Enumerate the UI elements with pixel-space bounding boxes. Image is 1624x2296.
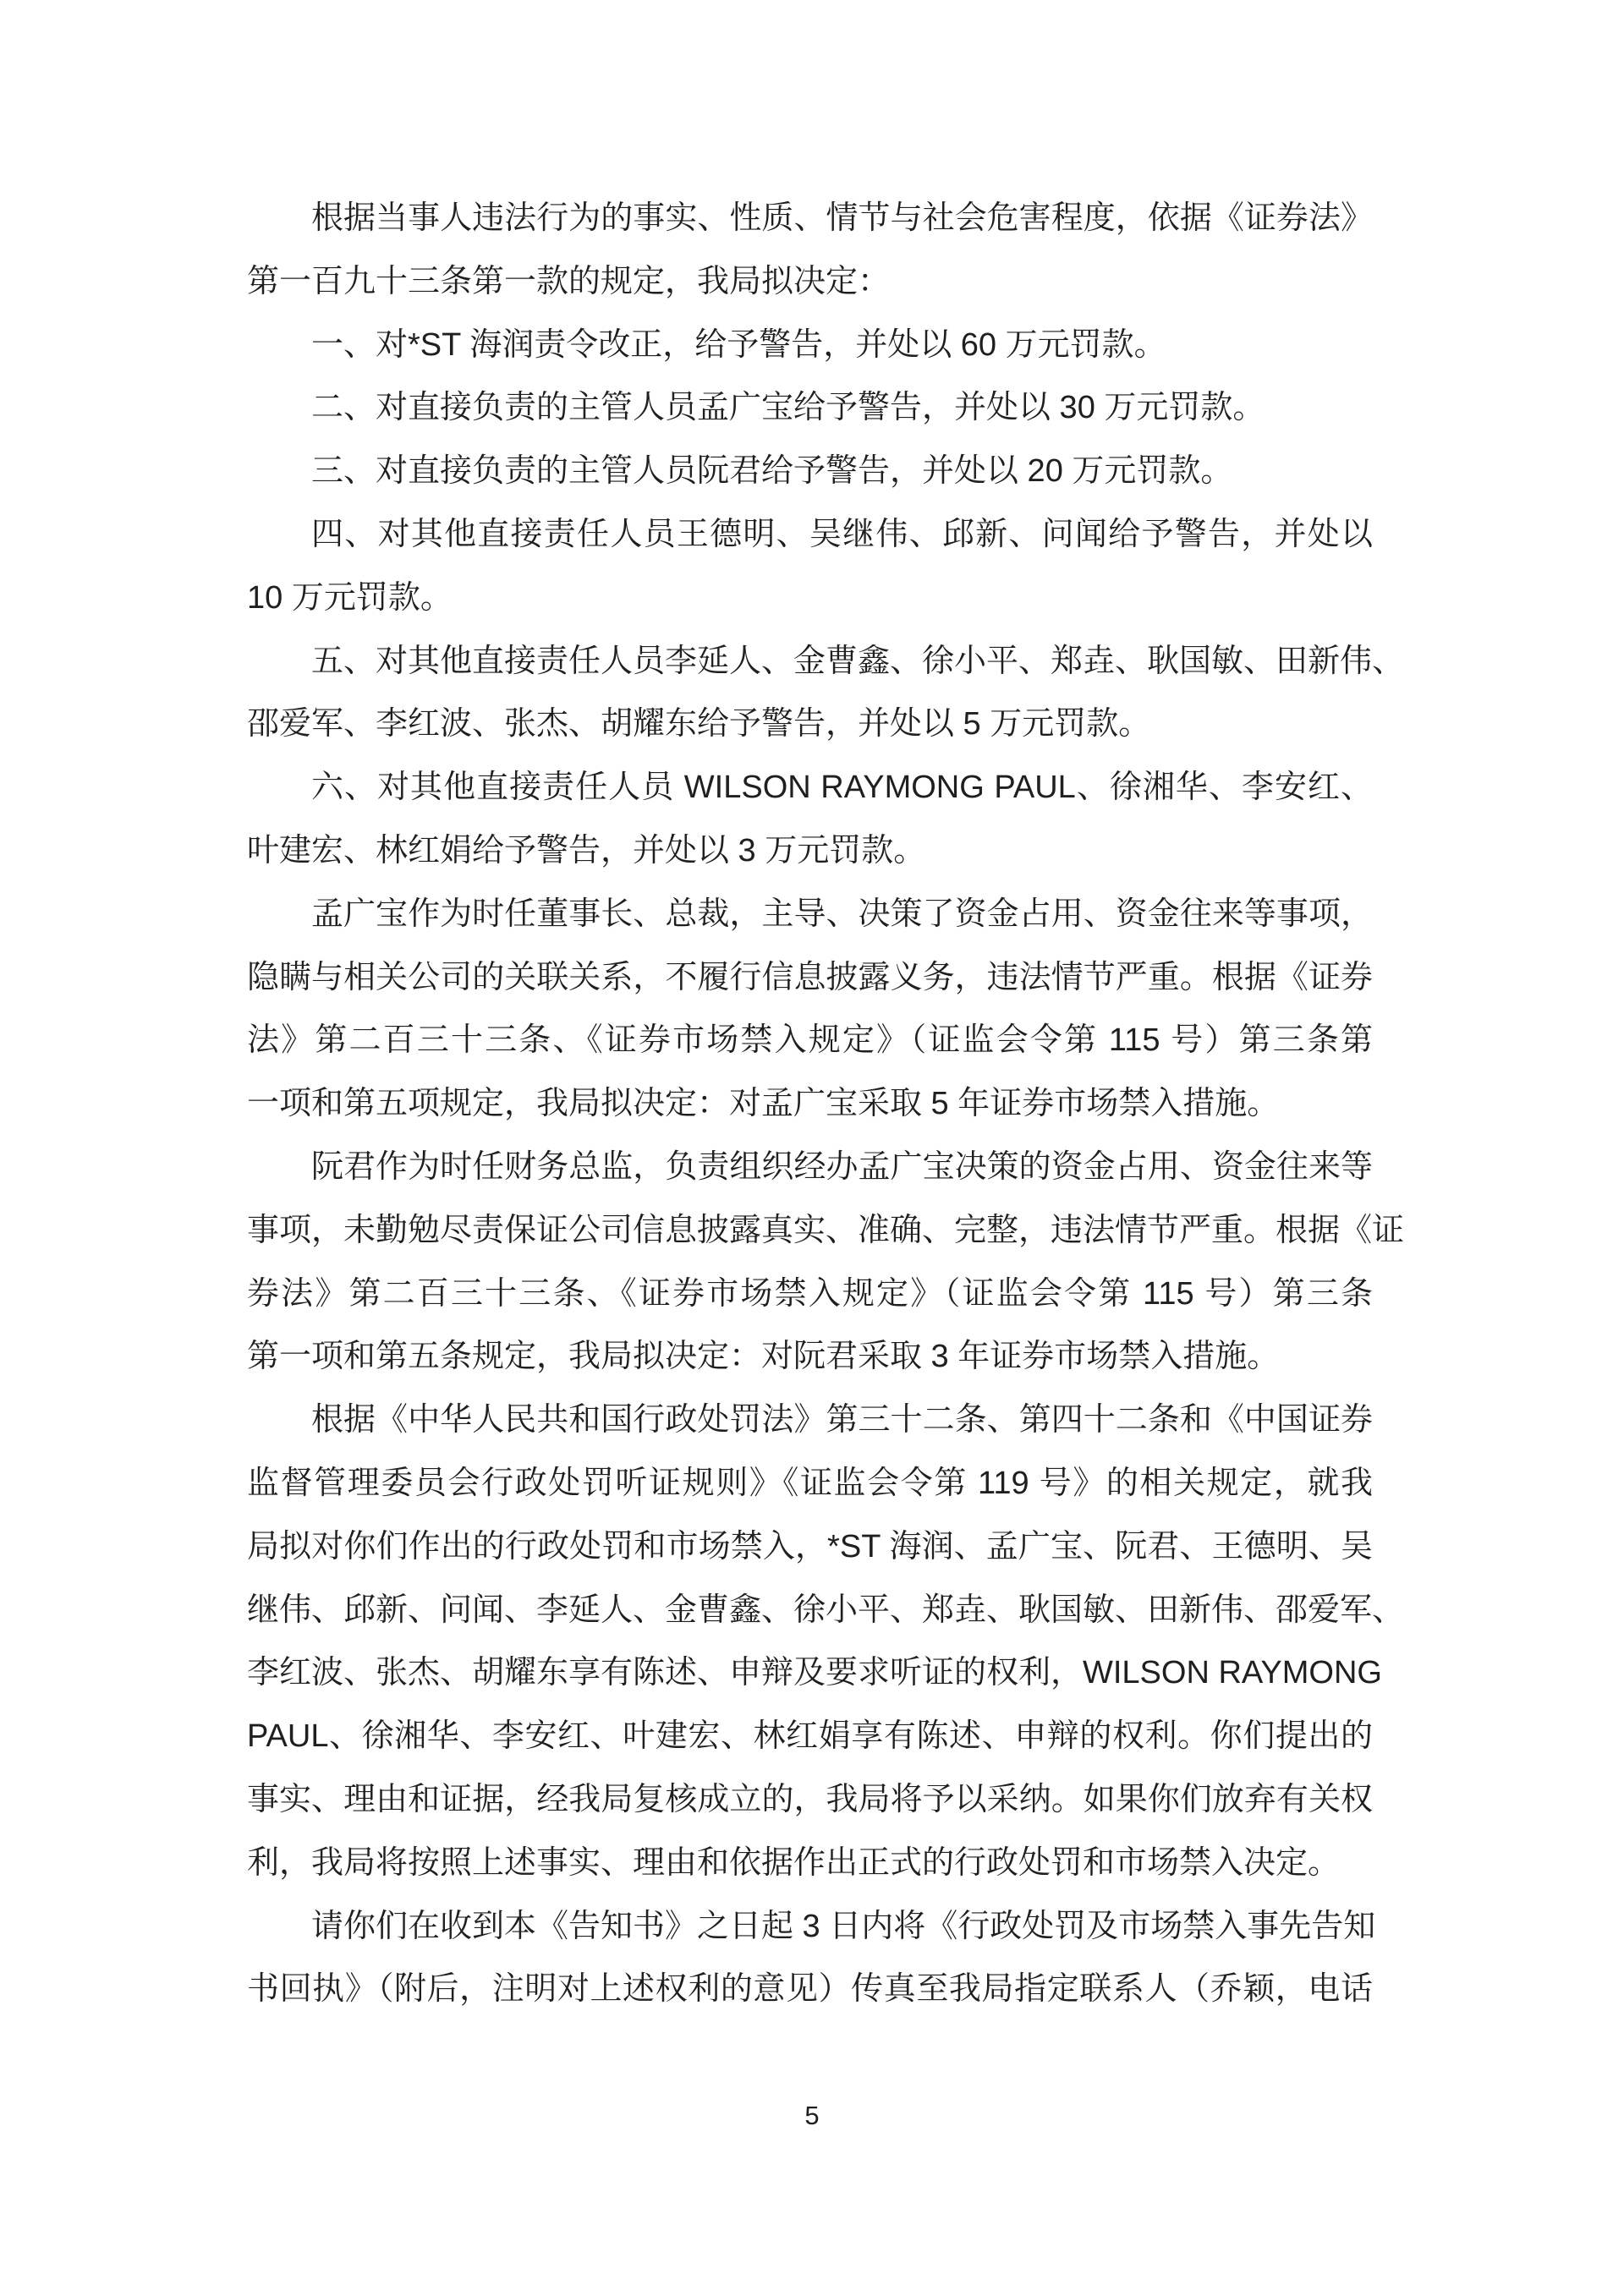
text-line: 叶建宏、林红娟给予警告，并处以 3 万元罚款。 bbox=[247, 832, 926, 869]
text-line: 事实、理由和证据，经我局复核成立的，我局将予以采纳。如果你们放弃有关权 bbox=[247, 1781, 1373, 1817]
text-line: 六、对其他直接责任人员 WILSON RAYMONG PAUL、徐湘华、李安红、 bbox=[311, 770, 1373, 806]
text-line: 继伟、邱新、问闻、李延人、金曹鑫、徐小平、郑垚、耿国敏、田新伟、邵爱军、 bbox=[247, 1592, 1405, 1628]
text-line: 隐瞒与相关公司的关联关系，不履行信息披露义务，违法情节严重。根据《证券 bbox=[247, 959, 1373, 995]
text-line: 一项和第五项规定，我局拟决定：对孟广宝采取 5 年证券市场禁入措施。 bbox=[247, 1086, 1280, 1122]
text-line: 根据《中华人民共和国行政处罚法》第三十二条、第四十二条和《中国证券 bbox=[311, 1402, 1373, 1438]
text-line: 第一百九十三条第一款的规定，我局拟决定： bbox=[247, 263, 891, 299]
text-line: PAUL、徐湘华、李安红、叶建宏、林红娟享有陈述、申辩的权利。你们提出的 bbox=[247, 1718, 1373, 1755]
text-line: 10 万元罚款。 bbox=[247, 579, 453, 616]
text-line: 券法》第二百三十三条、《证券市场禁入规定》（证监会令第 115 号）第三条 bbox=[247, 1275, 1373, 1312]
text-line: 阮君作为时任财务总监，负责组织经办孟广宝决策的资金占用、资金往来等 bbox=[311, 1148, 1373, 1185]
page-number: 5 bbox=[804, 2101, 820, 2130]
text-line: 事项，未勤勉尽责保证公司信息披露真实、准确、完整，违法情节严重。根据《证 bbox=[247, 1212, 1405, 1248]
text-line: 局拟对你们作出的行政处罚和市场禁入，*ST 海润、孟广宝、阮君、王德明、吴 bbox=[247, 1528, 1373, 1564]
document-body bbox=[247, 187, 1405, 2021]
page-footer bbox=[0, 2097, 1624, 2134]
text-line: 法》第二百三十三条、《证券市场禁入规定》（证监会令第 115 号）第三条第 bbox=[247, 1022, 1373, 1059]
text-line: 五、对其他直接责任人员李延人、金曹鑫、徐小平、郑垚、耿国敏、田新伟、 bbox=[311, 643, 1405, 679]
text-line: 一、对*ST 海润责令改正，给予警告，并处以 60 万元罚款。 bbox=[311, 326, 1166, 363]
text-line: 书回执》（附后，注明对上述权利的意见）传真至我局指定联系人（乔颖，电话 bbox=[247, 1971, 1373, 2008]
text-line: 利，我局将按照上述事实、理由和依据作出正式的行政处罚和市场禁入决定。 bbox=[247, 1844, 1341, 1881]
text-line: 请你们在收到本《告知书》之日起 3 日内将《行政处罚及市场禁入事先告知 bbox=[311, 1908, 1376, 1944]
text-line: 李红波、张杰、胡耀东享有陈述、申辩及要求听证的权利，WILSON RAYMONG bbox=[247, 1655, 1382, 1691]
text-line: 四、对其他直接责任人员王德明、吴继伟、邱新、问闻给予警告，并处以 bbox=[311, 516, 1373, 552]
text-line: 孟广宝作为时任董事长、总裁，主导、决策了资金占用、资金往来等事项， bbox=[311, 896, 1373, 932]
text-line: 邵爱军、李红波、张杰、胡耀东给予警告，并处以 5 万元罚款。 bbox=[247, 706, 1151, 743]
text-line: 二、对直接负责的主管人员孟广宝给予警告，并处以 30 万元罚款。 bbox=[311, 390, 1265, 426]
text-line: 第一项和第五条规定，我局拟决定：对阮君采取 3 年证券市场禁入措施。 bbox=[247, 1339, 1280, 1375]
text-line: 监督管理委员会行政处罚听证规则》《证监会令第 119 号》的相关规定，就我 bbox=[247, 1465, 1373, 1501]
text-line: 根据当事人违法行为的事实、性质、情节与社会危害程度，依据《证券法》 bbox=[311, 200, 1373, 236]
text-line: 三、对直接负责的主管人员阮君给予警告，并处以 20 万元罚款。 bbox=[311, 453, 1233, 490]
